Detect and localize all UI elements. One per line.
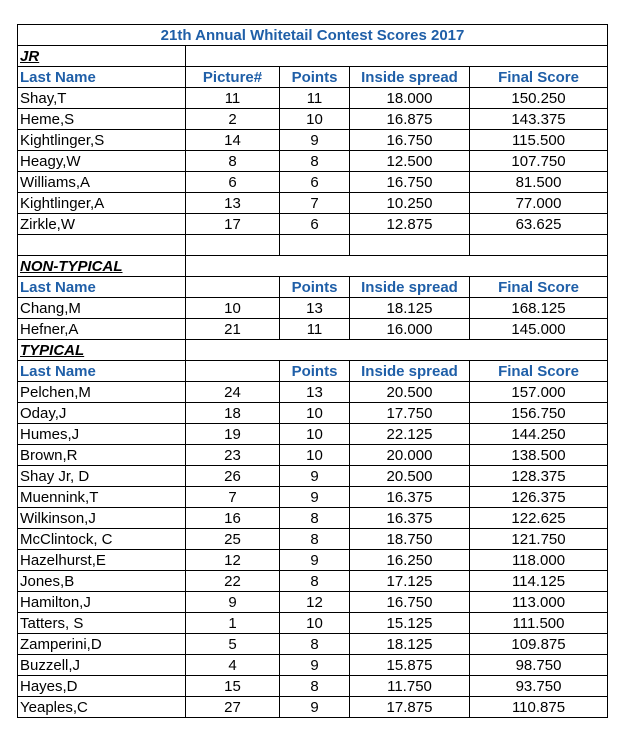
- cell-points: 8: [280, 676, 350, 697]
- section-spacer: [186, 46, 608, 67]
- cell-final-score: 107.750: [470, 151, 608, 172]
- col-header-final-score: Final Score: [470, 361, 608, 382]
- blank-cell: [18, 235, 186, 256]
- cell-picture: 18: [186, 403, 280, 424]
- cell-points: 11: [280, 319, 350, 340]
- blank-cell: [470, 235, 608, 256]
- cell-points: 6: [280, 214, 350, 235]
- cell-final-score: 150.250: [470, 88, 608, 109]
- cell-final-score: 98.750: [470, 655, 608, 676]
- cell-points: 12: [280, 592, 350, 613]
- cell-final-score: 115.500: [470, 130, 608, 151]
- cell-final-score: 81.500: [470, 172, 608, 193]
- cell-points: 8: [280, 571, 350, 592]
- header-row: [18, 277, 608, 298]
- table-row: [18, 466, 608, 487]
- cell-inside-spread: 18.750: [350, 529, 470, 550]
- cell-points: 10: [280, 424, 350, 445]
- cell-points: 9: [280, 697, 350, 718]
- table-row: [18, 424, 608, 445]
- table-row: [18, 382, 608, 403]
- cell-last-name: Chang,M: [18, 298, 186, 319]
- cell-picture: 27: [186, 697, 280, 718]
- cell-final-score: 156.750: [470, 403, 608, 424]
- section-row-jr: [18, 46, 608, 67]
- cell-last-name: Heme,S: [18, 109, 186, 130]
- cell-final-score: 157.000: [470, 382, 608, 403]
- cell-inside-spread: 20.500: [350, 382, 470, 403]
- cell-final-score: 122.625: [470, 508, 608, 529]
- cell-last-name: Humes,J: [18, 424, 186, 445]
- cell-inside-spread: 15.875: [350, 655, 470, 676]
- cell-picture: 13: [186, 193, 280, 214]
- cell-inside-spread: 16.250: [350, 550, 470, 571]
- table-row: [18, 592, 608, 613]
- cell-picture: 10: [186, 298, 280, 319]
- col-header-points: Points: [280, 277, 350, 298]
- col-header-picture: Picture#: [186, 67, 280, 88]
- cell-picture: 23: [186, 445, 280, 466]
- cell-last-name: Heagy,W: [18, 151, 186, 172]
- cell-points: 8: [280, 634, 350, 655]
- cell-final-score: 121.750: [470, 529, 608, 550]
- col-header-picture: [186, 361, 280, 382]
- cell-final-score: 138.500: [470, 445, 608, 466]
- blank-cell: [186, 235, 280, 256]
- cell-picture: 14: [186, 130, 280, 151]
- section-spacer: [186, 340, 608, 361]
- cell-picture: 24: [186, 382, 280, 403]
- cell-inside-spread: 17.750: [350, 403, 470, 424]
- cell-inside-spread: 15.125: [350, 613, 470, 634]
- cell-picture: 11: [186, 88, 280, 109]
- cell-picture: 12: [186, 550, 280, 571]
- cell-points: 9: [280, 550, 350, 571]
- cell-points: 10: [280, 613, 350, 634]
- cell-final-score: 110.875: [470, 697, 608, 718]
- cell-inside-spread: 12.500: [350, 151, 470, 172]
- cell-inside-spread: 16.375: [350, 508, 470, 529]
- cell-picture: 26: [186, 466, 280, 487]
- blank-cell: [350, 235, 470, 256]
- cell-inside-spread: 16.000: [350, 319, 470, 340]
- cell-inside-spread: 12.875: [350, 214, 470, 235]
- cell-inside-spread: 16.750: [350, 592, 470, 613]
- cell-picture: 21: [186, 319, 280, 340]
- cell-final-score: 145.000: [470, 319, 608, 340]
- cell-last-name: Shay,T: [18, 88, 186, 109]
- cell-final-score: 118.000: [470, 550, 608, 571]
- section-row-typical: [18, 340, 608, 361]
- cell-picture: 4: [186, 655, 280, 676]
- table-row: [18, 403, 608, 424]
- cell-last-name: Shay Jr, D: [18, 466, 186, 487]
- section-label: TYPICAL: [18, 340, 186, 361]
- cell-final-score: 168.125: [470, 298, 608, 319]
- section-spacer: [186, 256, 608, 277]
- cell-inside-spread: 16.750: [350, 130, 470, 151]
- cell-picture: 17: [186, 214, 280, 235]
- cell-points: 9: [280, 466, 350, 487]
- sheet-title: 21th Annual Whitetail Contest Scores 2017: [18, 25, 608, 46]
- table-row: [18, 550, 608, 571]
- table-row: [18, 319, 608, 340]
- cell-last-name: Jones,B: [18, 571, 186, 592]
- cell-last-name: McClintock, C: [18, 529, 186, 550]
- cell-points: 10: [280, 403, 350, 424]
- section-label: NON-TYPICAL: [18, 256, 186, 277]
- col-header-picture: [186, 277, 280, 298]
- cell-picture: 6: [186, 172, 280, 193]
- cell-picture: 15: [186, 676, 280, 697]
- cell-points: 9: [280, 130, 350, 151]
- section-label: JR: [18, 46, 186, 67]
- cell-final-score: 128.375: [470, 466, 608, 487]
- cell-last-name: Zamperini,D: [18, 634, 186, 655]
- table-row: [18, 508, 608, 529]
- cell-picture: 25: [186, 529, 280, 550]
- cell-inside-spread: 20.000: [350, 445, 470, 466]
- table-row: [18, 151, 608, 172]
- cell-inside-spread: 20.500: [350, 466, 470, 487]
- cell-inside-spread: 11.750: [350, 676, 470, 697]
- table-row: [18, 445, 608, 466]
- cell-inside-spread: 18.000: [350, 88, 470, 109]
- cell-last-name: Yeaples,C: [18, 697, 186, 718]
- cell-inside-spread: 22.125: [350, 424, 470, 445]
- table-row: [18, 571, 608, 592]
- cell-picture: 19: [186, 424, 280, 445]
- cell-picture: 8: [186, 151, 280, 172]
- table-row: [18, 655, 608, 676]
- header-row: [18, 67, 608, 88]
- table-row: [18, 529, 608, 550]
- cell-last-name: Buzzell,J: [18, 655, 186, 676]
- cell-points: 13: [280, 382, 350, 403]
- cell-points: 8: [280, 529, 350, 550]
- cell-last-name: Brown,R: [18, 445, 186, 466]
- cell-picture: 1: [186, 613, 280, 634]
- cell-last-name: Muennink,T: [18, 487, 186, 508]
- cell-points: 8: [280, 508, 350, 529]
- blank-cell: [280, 235, 350, 256]
- cell-final-score: 93.750: [470, 676, 608, 697]
- table-row: [18, 88, 608, 109]
- cell-last-name: Zirkle,W: [18, 214, 186, 235]
- cell-points: 6: [280, 172, 350, 193]
- table-row: [18, 109, 608, 130]
- cell-final-score: 113.000: [470, 592, 608, 613]
- cell-last-name: Pelchen,M: [18, 382, 186, 403]
- col-header-last-name: Last Name: [18, 277, 186, 298]
- section-row-non_typical: [18, 256, 608, 277]
- cell-points: 9: [280, 487, 350, 508]
- cell-last-name: Tatters, S: [18, 613, 186, 634]
- cell-last-name: Hamilton,J: [18, 592, 186, 613]
- col-header-final-score: Final Score: [470, 277, 608, 298]
- cell-picture: 16: [186, 508, 280, 529]
- cell-inside-spread: 16.375: [350, 487, 470, 508]
- table-row: [18, 613, 608, 634]
- cell-final-score: 111.500: [470, 613, 608, 634]
- table-row: [18, 193, 608, 214]
- cell-last-name: Hefner,A: [18, 319, 186, 340]
- cell-inside-spread: 18.125: [350, 634, 470, 655]
- table-row: [18, 172, 608, 193]
- cell-inside-spread: 16.875: [350, 109, 470, 130]
- cell-final-score: 63.625: [470, 214, 608, 235]
- col-header-final-score: Final Score: [470, 67, 608, 88]
- cell-last-name: Kightlinger,A: [18, 193, 186, 214]
- cell-final-score: 144.250: [470, 424, 608, 445]
- cell-last-name: Wilkinson,J: [18, 508, 186, 529]
- cell-picture: 2: [186, 109, 280, 130]
- col-header-last-name: Last Name: [18, 361, 186, 382]
- cell-points: 7: [280, 193, 350, 214]
- cell-last-name: Williams,A: [18, 172, 186, 193]
- cell-picture: 7: [186, 487, 280, 508]
- cell-points: 8: [280, 151, 350, 172]
- cell-final-score: 77.000: [470, 193, 608, 214]
- table-row: [18, 487, 608, 508]
- cell-inside-spread: 17.875: [350, 697, 470, 718]
- cell-inside-spread: 16.750: [350, 172, 470, 193]
- cell-points: 9: [280, 655, 350, 676]
- cell-points: 13: [280, 298, 350, 319]
- cell-last-name: Oday,J: [18, 403, 186, 424]
- cell-inside-spread: 17.125: [350, 571, 470, 592]
- table-row: [18, 676, 608, 697]
- cell-last-name: Hazelhurst,E: [18, 550, 186, 571]
- cell-picture: 5: [186, 634, 280, 655]
- table-row: [18, 298, 608, 319]
- contest-scores-table: [17, 24, 608, 718]
- col-header-inside-spread: Inside spread: [350, 67, 470, 88]
- cell-points: 10: [280, 109, 350, 130]
- col-header-points: Points: [280, 67, 350, 88]
- col-header-points: Points: [280, 361, 350, 382]
- cell-last-name: Hayes,D: [18, 676, 186, 697]
- cell-points: 11: [280, 88, 350, 109]
- table-row: [18, 214, 608, 235]
- blank-row: [18, 235, 608, 256]
- header-row: [18, 361, 608, 382]
- table-row: [18, 130, 608, 151]
- cell-final-score: 109.875: [470, 634, 608, 655]
- col-header-last-name: Last Name: [18, 67, 186, 88]
- cell-final-score: 126.375: [470, 487, 608, 508]
- cell-inside-spread: 10.250: [350, 193, 470, 214]
- cell-points: 10: [280, 445, 350, 466]
- table-row: [18, 634, 608, 655]
- cell-picture: 22: [186, 571, 280, 592]
- cell-final-score: 143.375: [470, 109, 608, 130]
- title-row: [18, 25, 608, 46]
- col-header-inside-spread: Inside spread: [350, 361, 470, 382]
- table-row: [18, 697, 608, 718]
- cell-last-name: Kightlinger,S: [18, 130, 186, 151]
- col-header-inside-spread: Inside spread: [350, 277, 470, 298]
- cell-picture: 9: [186, 592, 280, 613]
- cell-inside-spread: 18.125: [350, 298, 470, 319]
- cell-final-score: 114.125: [470, 571, 608, 592]
